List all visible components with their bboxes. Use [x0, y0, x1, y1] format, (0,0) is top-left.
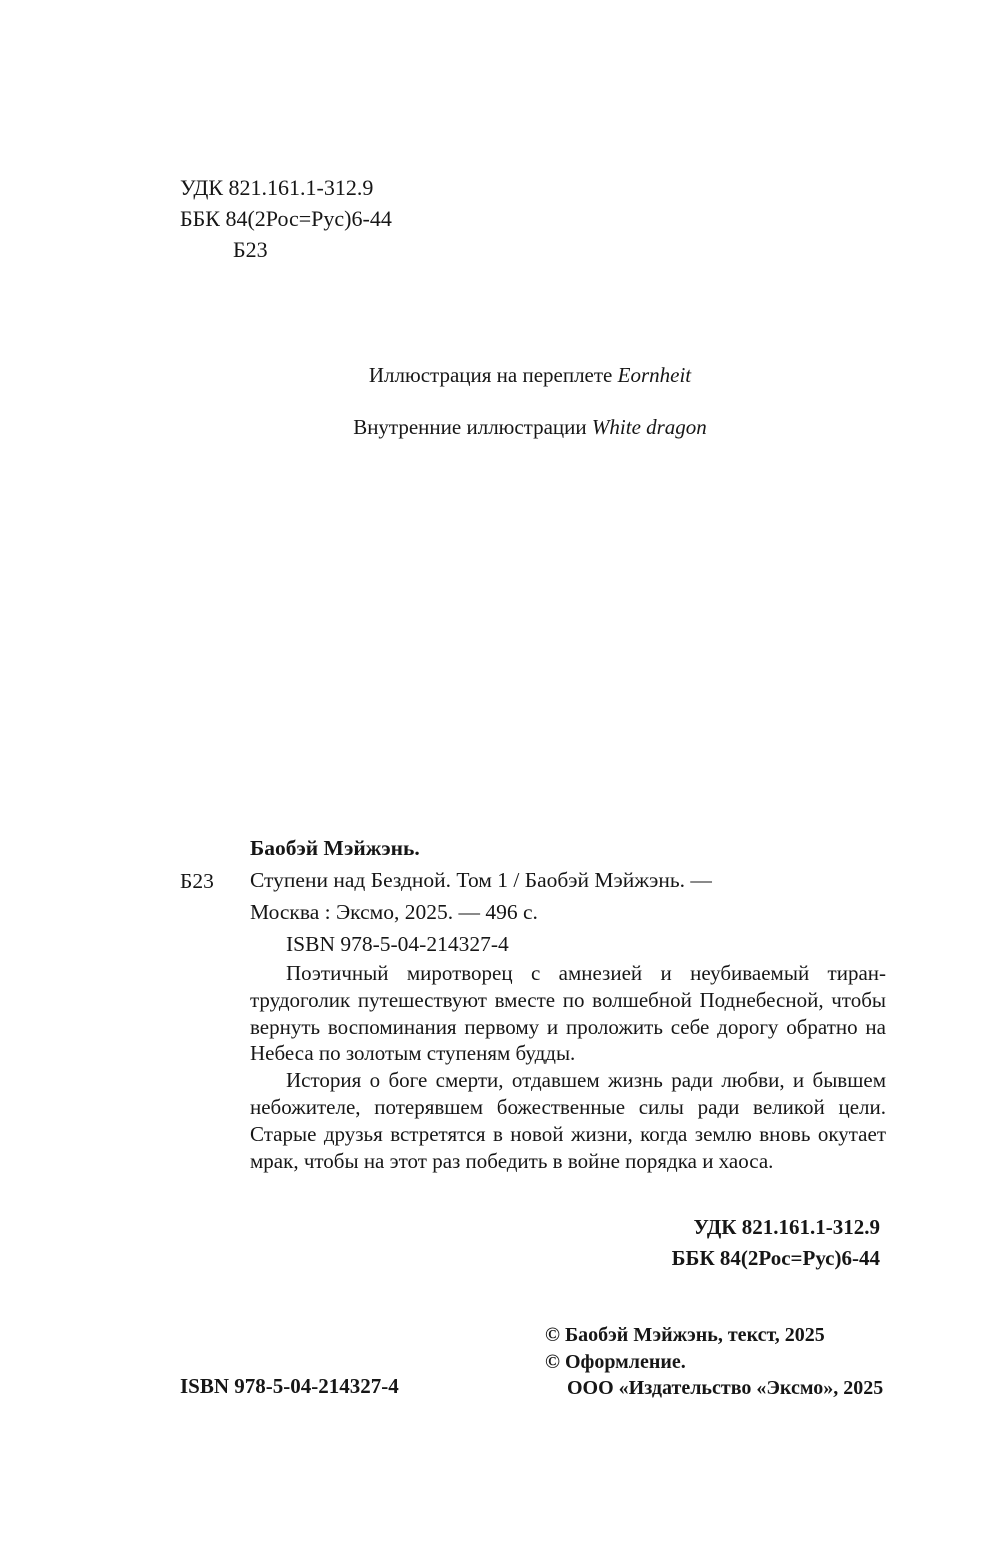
- copyright-text-line: © Баобэй Мэйжэнь, текст, 2025: [545, 1324, 825, 1346]
- bbk-code: ББК 84(2Рос=Рус)6-44: [180, 206, 392, 231]
- interior-illustration-credit: [180, 414, 880, 440]
- cover-illustration-label: Иллюстрация на переплете: [368, 363, 613, 387]
- imprint-block: [545, 1322, 883, 1402]
- udk-code: УДК 821.161.1-312.9: [180, 175, 374, 200]
- catalog-bib-line-1: Ступени над Бездной. Том 1 / Баобэй Мэйжэнь. —: [250, 868, 712, 892]
- udk-code-right: УДК 821.161.1-312.9: [693, 1215, 880, 1239]
- isbn-footer: ISBN 978-5-04-214327-4: [180, 1374, 399, 1398]
- publisher-line: ООО «Издательство «Эксмо», 2025: [567, 1377, 884, 1399]
- catalog-author-sign: Б23: [180, 869, 214, 893]
- catalog-isbn: ISBN 978-5-04-214327-4: [286, 932, 509, 956]
- illustration-credits: [180, 362, 880, 440]
- cover-illustration-credit: [180, 362, 880, 388]
- catalog-bib-line-2: Москва : Эксмо, 2025. — 496 с.: [250, 900, 538, 924]
- author-sign: Б23: [233, 237, 268, 262]
- bbk-code-right: ББК 84(2Рос=Рус)6-44: [671, 1246, 880, 1270]
- cover-illustration-artist: Eornheit: [617, 363, 692, 387]
- catalog-entry: [180, 832, 886, 1174]
- classification-codes-right: [672, 1212, 880, 1274]
- interior-illustration-artist: White dragon: [591, 415, 707, 439]
- catalog-author: Баобэй Мэйжэнь.: [250, 836, 420, 860]
- interior-illustration-label: Внутренние иллюстрации: [353, 415, 587, 439]
- annotation-paragraph-1: Поэтичный миротворец с амнезией и неубиваемый тиран-трудоголик путешествуют вместе по волшебной Поднебесной, чтобы вернуть воспоминания первому и проложить себе дорогу обратно на Небеса по золотым ступеням будды.: [250, 961, 886, 1066]
- copyright-design-line: © Оформление.: [545, 1350, 686, 1373]
- classification-header: [180, 172, 392, 265]
- catalog-body: [250, 832, 886, 1174]
- annotation-paragraph-2: История о боге смерти, отдавшем жизнь ради любви, и бывшем небожителе, потерявшем божественные силы ради великой цели. Старые друзья встретятся в новой жизни, когда землю вновь окутает мрак, чтобы на этот раз победить в войне порядка и хаоса.: [250, 1068, 886, 1173]
